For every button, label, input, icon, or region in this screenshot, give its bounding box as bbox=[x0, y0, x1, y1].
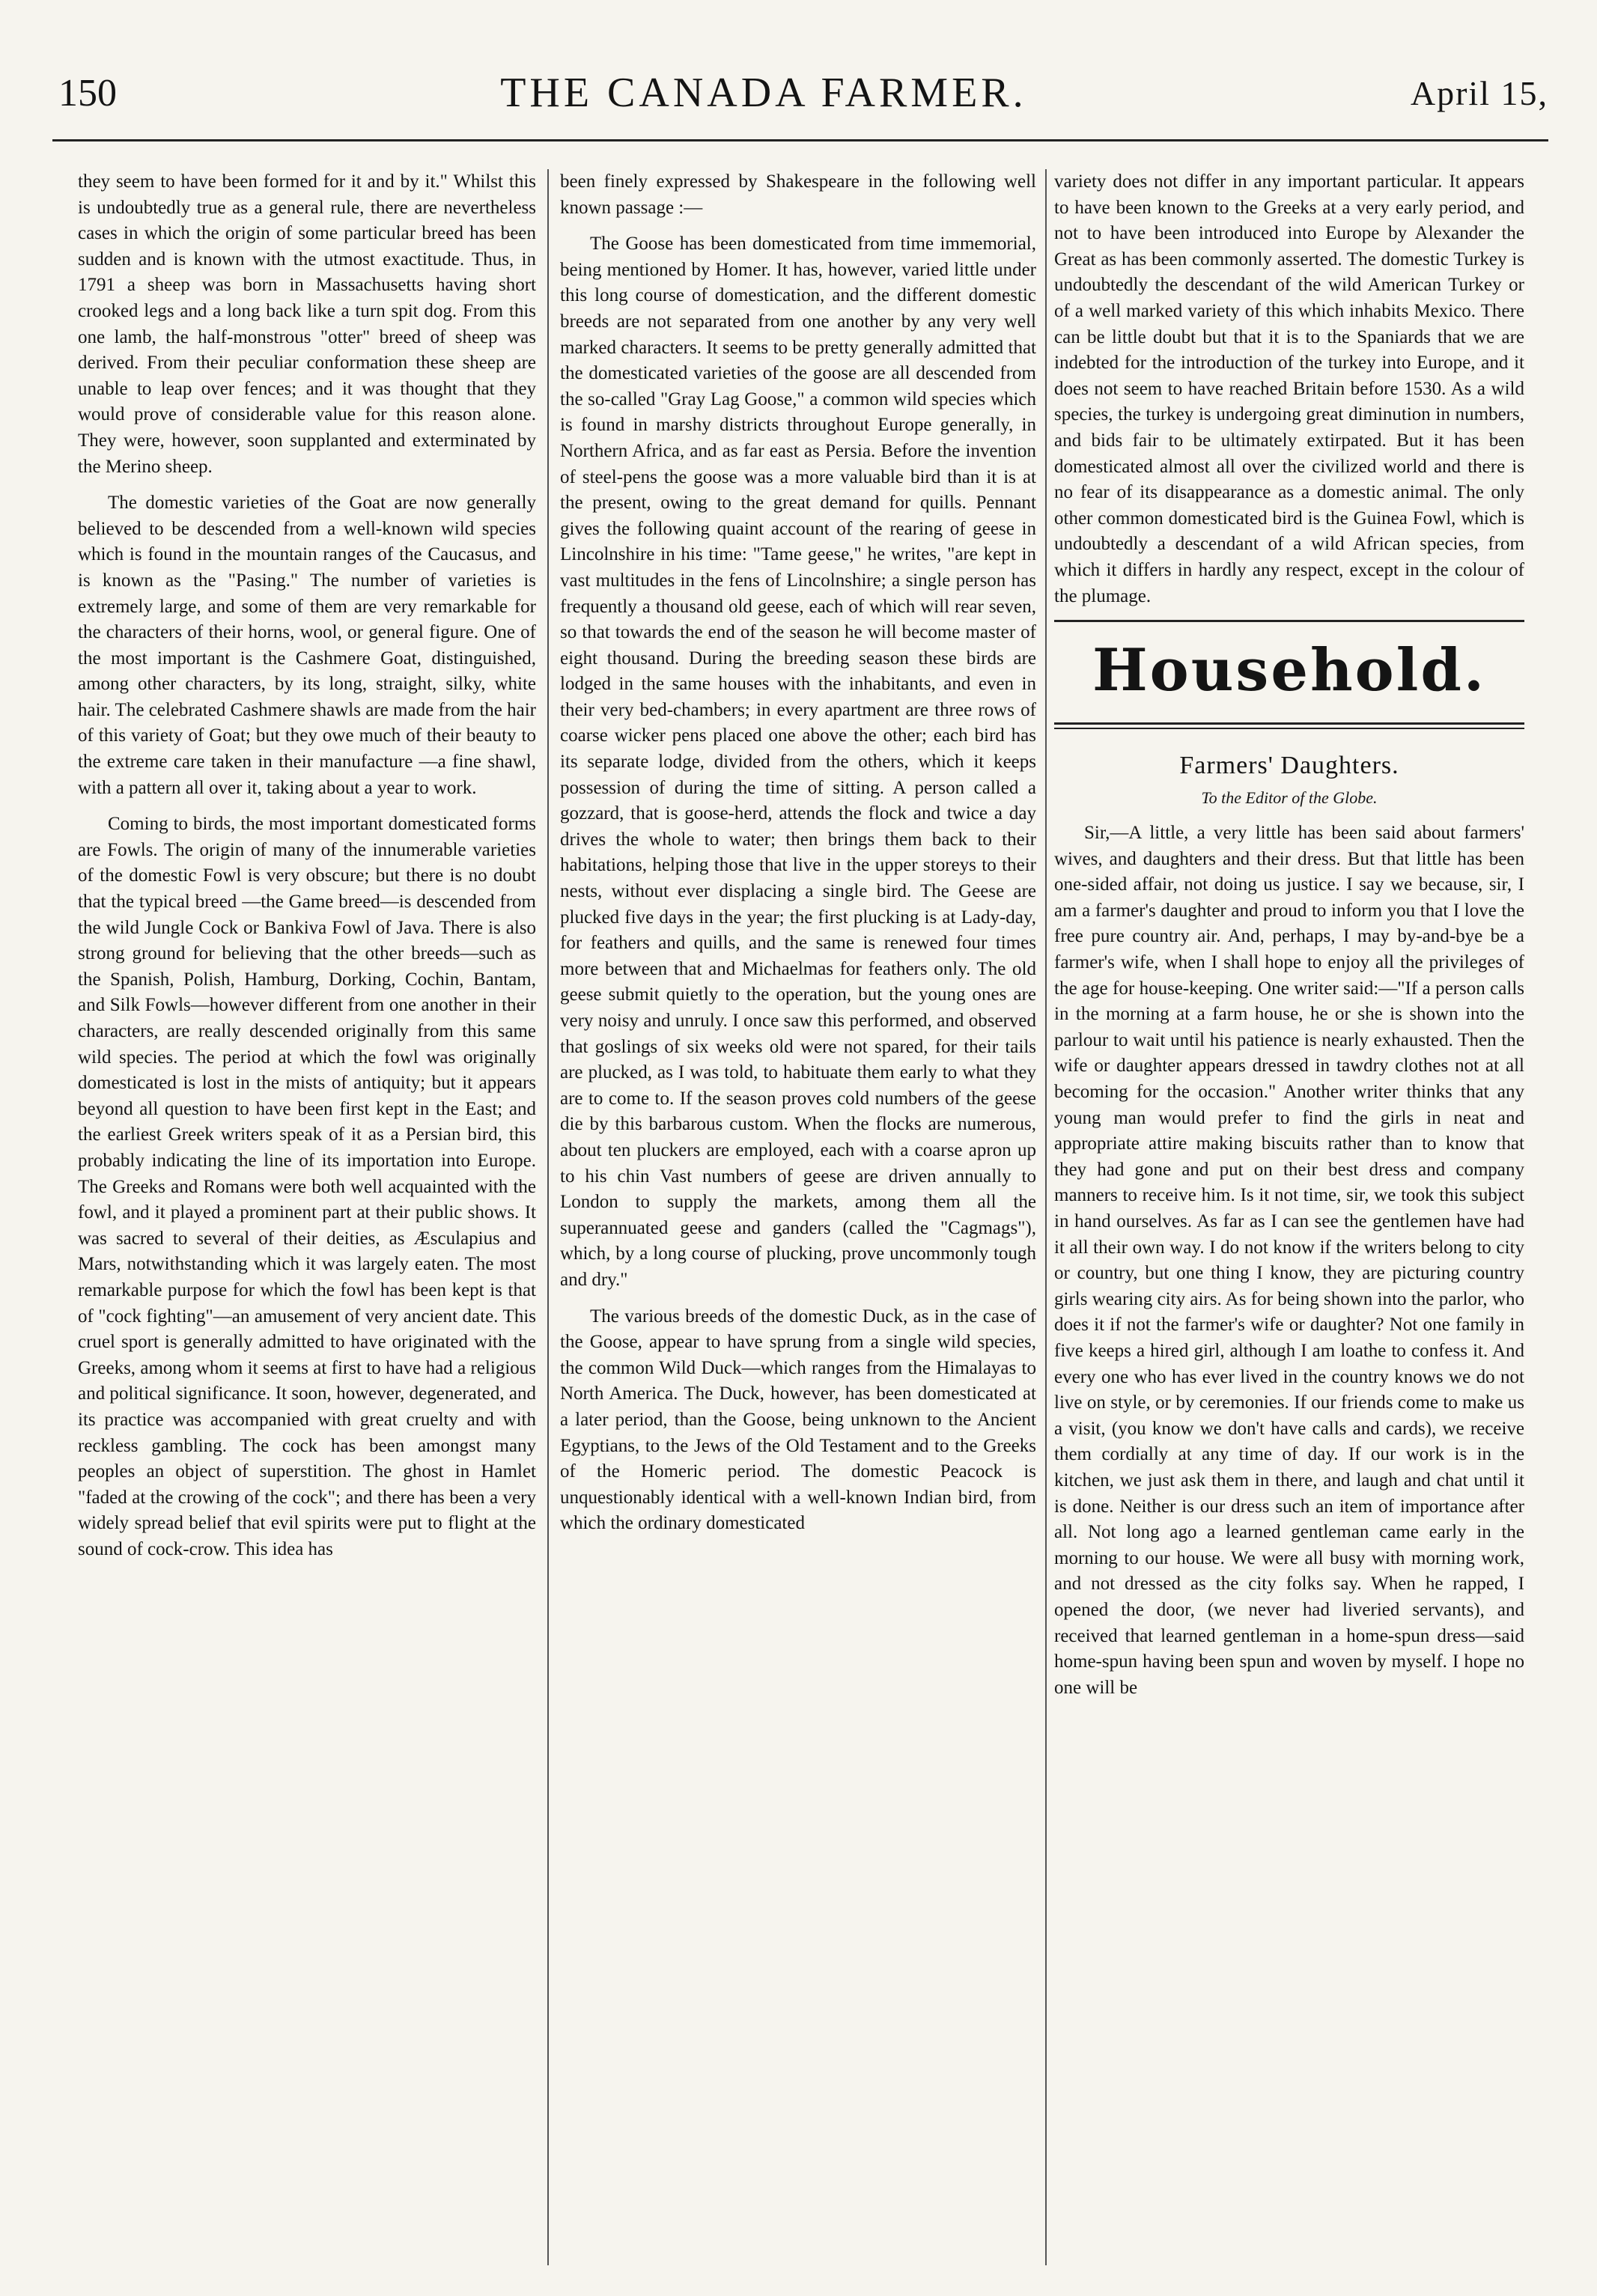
article-subtitle: To the Editor of the Globe. bbox=[1201, 788, 1378, 808]
header-rule bbox=[52, 139, 1548, 141]
column-divider bbox=[547, 169, 549, 2265]
issue-date: April 15, bbox=[1410, 73, 1548, 112]
column-3 bbox=[1054, 169, 1524, 2265]
paragraph: Sir,—A little, a very little has been said about farmers' wives, and daughters and their dress. But that little has been one-sided affair, not doing us justice. I say we because, sir, I am a farmer's daughter and proud to inform you that I love the free pure country air. And, perhaps, I may by-and-bye be a farmer's wife, when I shall hope to enjoy all the privileges of the age for house-keeping. One writer said:—"If a person calls in the morning at a farm house, he or she is shown into the parlour to wait until his patience is nearly exhausted. Then the wife or daughter appears dressed in tawdry clothes not at all becoming for the occasion." Another writer thinks that any young man would prefer to find the girls in neat and appropriate attire making biscuits rather than to know that they had gone and put on their best dress and company manners to receive him. Is it not time, sir, we took this subject in hand ourselves. As far as I can see the gentlemen have had it all their own way. I do not know if the writers belong to city or country, but one thing I know, they are picturing country girls wearing city airs. As for being shown into the parlor, who does it if not the farmer's wife or daughter? Not one family in five keeps a hired girl, although I am loathe to confess it. And every one who has ever lived in the country knows we do not live on style, or by ceremonies. If our friends come to make us a visit, (you know we don't have calls and cards), we receive them cordially at any time of day. If our work is in the kitchen, we just ask them in there, and laugh and chat until it is done. Neither is our dress such an item of importance after all. Not long ago a learned gentleman came early in the morning to our house. We were all busy with morning work, and not dressed as the city folks say. When he rapped, I opened the door, (we never had liveried servants), and received that learned gentleman in a home-spun dress—said home-spun having been spun and woven by myself. I hope no one will be bbox=[1054, 823, 1524, 1698]
paragraph: The domestic varieties of the Goat are now generally believed to be descended from a well-known wild species which is found in the mountain ranges of the Caucasus, and is known as the "Pasing." The number of varieties is extremely large, and some of them are very remarkable for the characters of their horns, wool, or general figure. One of the most important is the Cashmere Goat, distinguished, among other characters, by its long, straight, silky, white hair. The celebrated Cashmere shawls are made from the hair of this variety of Goat; but they owe much of their beauty to the extreme care taken in their manufacture —a fine shawl, with a pattern all over it, taking about a year to work. bbox=[78, 493, 536, 798]
paragraph: The Goose has been domesticated from time immemorial, being mentioned by Homer. It has, however, varied little under this long course of domestication, and the different domestic breeds are not separated from one another by any very well marked characters. It seems to be pretty generally admitted that the domesticated varieties of the goose are all descended from the so-called "Gray Lag Goose," a common wild species which is found in marshy districts throughout Europe generally, in Northern Africa, and as far east as Persia. Before the invention of steel-pens the goose was a more valuable bird than it is at the present, owing to the great demand for quills. Pennant gives the following quaint account of the rearing of geese in Lincolnshire in his time: "Tame geese," he writes, "are kept in vast multitudes in the fens of Lincolnshire; a single person has frequently a thousand old geese, each of which will rear seven, so that towards the end of the season he will become master of eight thousand. During the breeding season these birds are lodged in the same houses with the inhabitants, and even in their very bed-chambers; in every apartment are three rows of coarse wicker pens placed one above the other; each bird has its separate lodge, divided from the others, which it keeps possession of during the time of sitting. A person called a gozzard, that is goose-herd, attends the flock and twice a day drives the whole to water; then brings them back to their habitations, helping those that live in the upper storeys to their nests, without ever displacing a single bird. The Geese are plucked five days in the year; the first plucking is at Lady-day, for feathers and quills, and the same is renewed four times more between that and Michaelmas for feathers only. The old geese submit quietly to the operation, but the young ones are very noisy and unruly. I once saw this performed, and observed that goslings of six weeks old were not spared, for their tails are plucked, as I was told, to habituate them early to what they are to come to. If the season proves cold numbers of the geese die by this barbarous custom. When the flocks are numerous, about ten pluckers are employed, each with a coarse apron up to his chin Vast numbers of geese are driven annually to London to supply the markets, among them all the superannuated geese and ganders (called the "Cagmags"), which, by a long course of plucking, prove uncommonly tough and dry." bbox=[560, 234, 1036, 1290]
paragraph: Coming to birds, the most important domesticated forms are Fowls. The origin of many of the innumerable varieties of the domestic Fowl is very obscure; but there is no doubt that the typical breed —the Game breed—is descended from the wild Jungle Cock or Bankiva Fowl of Java. There is also strong ground for believing that the other breeds—such as the Spanish, Polish, Hamburg, Dorking, Cochin, Bantam, and Silk Fowls—however different from one another in their characters, are really descended originally from this same wild species. The period at which the fowl was originally domesticated is lost in the mists of antiquity; but it appears beyond all question to have been first kept in the East; and the earliest Greek writers speak of it as a Persian bird, this probably indicating the line of its importation into Europe. The Greeks and Romans were both well acquainted with the fowl, and it played a prominent part at their public shows. It was sacred to several of their deities, as Æsculapius and Mars, notwithstanding which it was largely eaten. The most remarkable purpose for which the fowl has been kept is that of "cock fighting"—an amusement of very ancient date. This cruel sport is generally admitted to have originated with the Greeks, among whom it seems at first to have had a religious and political significance. It soon, however, degenerated, and its practice was accompanied with great cruelty and with reckless gambling. The cock has been amongst many peoples an object of superstition. The ghost in Hamlet "faded at the crowing of the cock"; and there has been a very widely spread belief that evil spirits were put to flight at the sound of cock-crow. This idea has bbox=[78, 814, 536, 1559]
paragraph: they seem to have been formed for it and by it." Whilst this is undoubtedly true as a general rule, there are nevertheless cases in which the origin of some particular breed has been sudden and is known with the utmost exactitude. Thus, in 1791 a sheep was born in Massachusetts having short crooked legs and a long back like a turn spit dog. From this one lamb, the half-monstrous "otter" breed of sheep was derived. From their peculiar conformation these sheep are unable to leap over fences; and it was thought that they would prove of considerable value for this reason alone. They were, however, soon supplanted and exterminated by the Merino sheep. bbox=[78, 171, 536, 477]
paragraph: been finely expressed by Shakespeare in the following well known passage :— bbox=[560, 171, 1036, 218]
column-2 bbox=[560, 169, 1036, 2265]
publication-title: THE CANADA FARMER. bbox=[500, 70, 1027, 116]
paragraph: variety does not differ in any important particular. It appears to have been known to the Greeks at a very early period, and not to have been introduced into Europe by Alexander the Great as has been commonly asserted. The domestic Turkey is undoubtedly the descendant of the wild American Turkey or of a well marked variety of this which inhabits Mexico. There can be little doubt but that it is to the Spaniards that we are indebted for the introduction of the turkey into Europe, and it does not seem to have reached Britain before 1530. As a wild species, the turkey is undergoing great diminution in numbers, and bids fair to be ultimately extirpated. But it has been domesticated almost all over the civilized world and there is no fear of its disappearance as a domestic animal. The only other common domesticated bird is the Guinea Fowl, which is undoubtedly a descendant of a wild African species, from which it differs in hardly any respect, except in the colour of the plumage. bbox=[1054, 171, 1524, 606]
article-title: Farmers' Daughters. bbox=[1179, 752, 1399, 780]
section-rule bbox=[1054, 728, 1524, 729]
page-number: 150 bbox=[58, 71, 117, 115]
section-rule bbox=[1054, 620, 1524, 622]
column-divider bbox=[1045, 169, 1047, 2265]
paragraph: The various breeds of the domestic Duck, as in the case of the Goose, appear to have sprung from a single wild species, the common Wild Duck—which ranges from the Himalayas to North America. The Duck, however, has been domesticated at a later period, than the Goose, being unknown to the Ancient Egyptians, to the Jews of the Old Testament and to the Greeks of the Homeric period. The domestic Peacock is unquestionably identical with a well-known Indian bird, from which the ordinary domesticated bbox=[560, 1306, 1036, 1534]
page-header bbox=[58, 58, 1548, 127]
section-heading: Household. bbox=[1092, 636, 1487, 705]
column-1 bbox=[78, 169, 536, 2265]
section-rule bbox=[1054, 722, 1524, 725]
